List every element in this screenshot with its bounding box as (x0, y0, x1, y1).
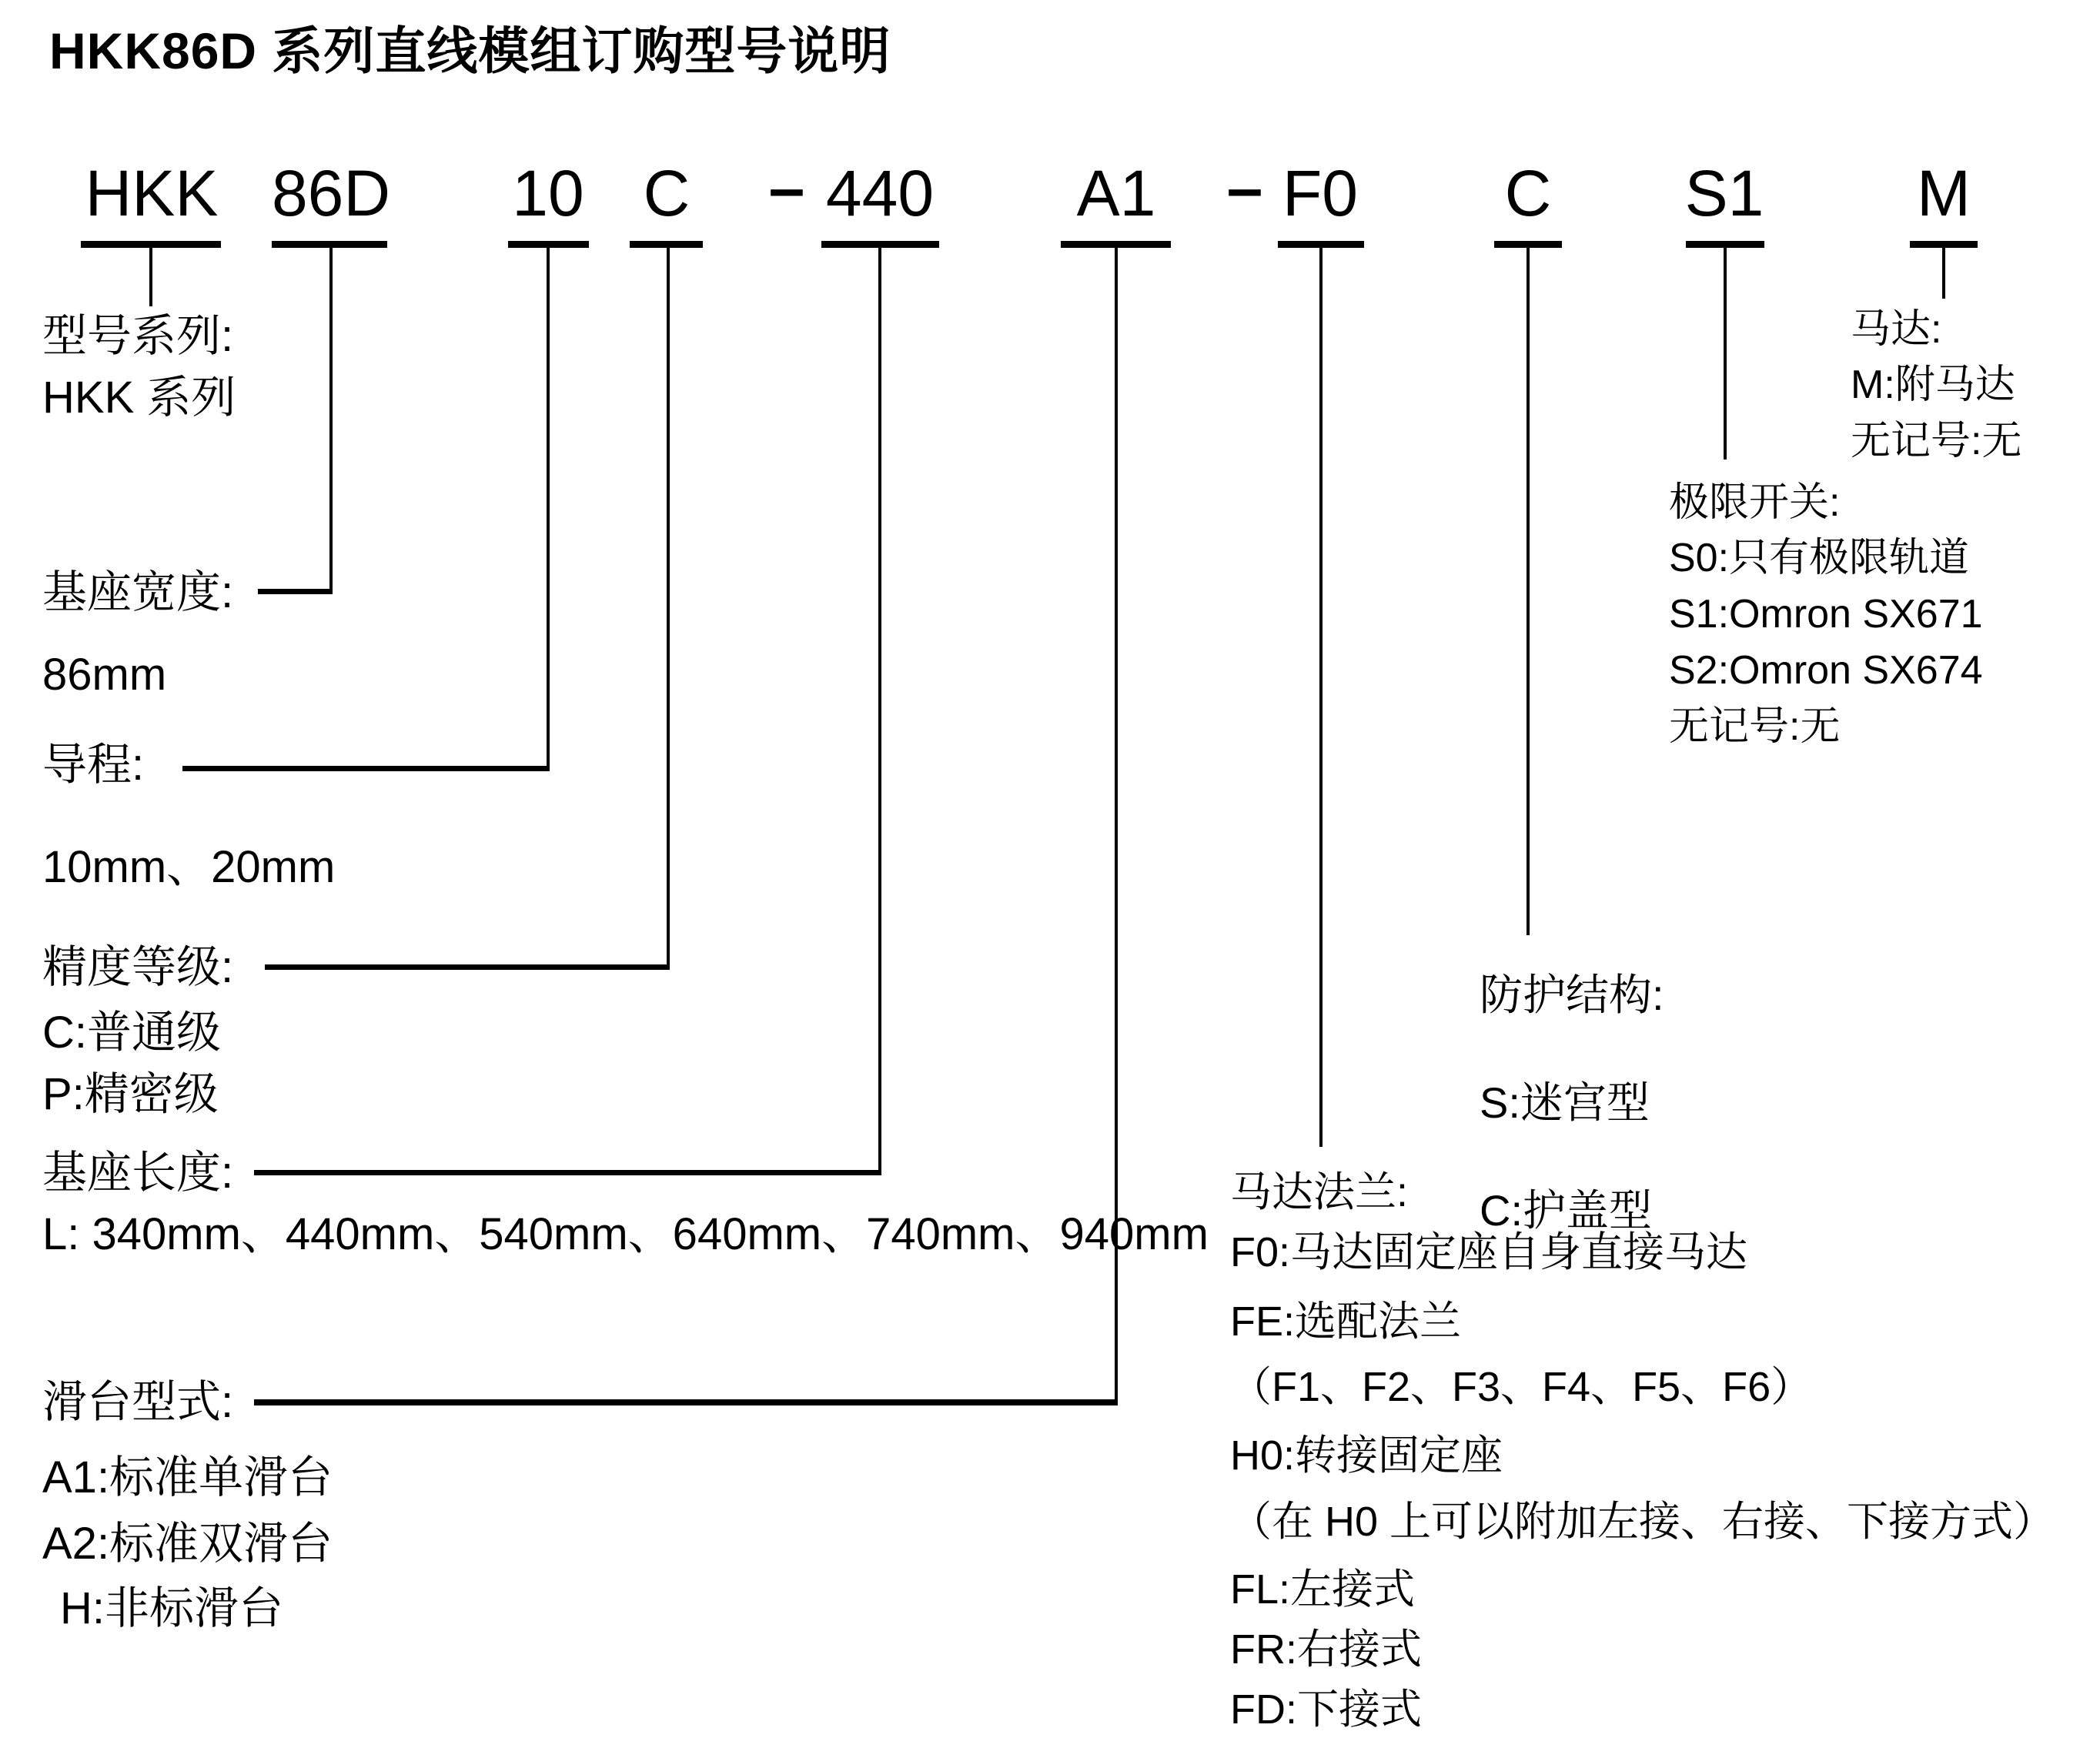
model-separator-1: – (768, 152, 805, 224)
limit-switch-line-none: 无记号:无 (1669, 704, 1841, 749)
model-part-flange: F0 (1282, 157, 1359, 229)
model-part-slide: A1 (1076, 157, 1156, 229)
slide-type-heading: 滑台型式: (42, 1377, 234, 1427)
connector-length-horizontal (254, 1170, 881, 1175)
base-width-heading: 基座宽度: (42, 567, 234, 617)
model-separator-2: – (1226, 152, 1263, 224)
motor-line-m: M:附马达 (1851, 363, 2015, 407)
page-title: HKK86D 系列直线模组订购型号说明 (49, 22, 891, 79)
limit-switch-line-s2: S2:Omron SX674 (1669, 648, 1983, 693)
underline-lead (508, 241, 589, 248)
connector-series-vertical (149, 248, 152, 306)
limit-switch-line-s1: S1:Omron SX671 (1669, 592, 1983, 637)
motor-flange-line-fl: FL:左接式 (1230, 1566, 1416, 1613)
motor-flange-line-fr: FR:右接式 (1230, 1626, 1422, 1673)
underline-length (821, 241, 939, 248)
protection-line-s: S:迷宫型 (1480, 1078, 1650, 1127)
motor-flange-line-fe: FE:选配法兰 (1230, 1298, 1462, 1345)
precision-line-p: P:精密级 (42, 1069, 219, 1119)
model-part-lead: 10 (512, 157, 584, 229)
base-width-line: 86mm (42, 650, 167, 700)
model-part-series: HKK (85, 157, 219, 229)
lead-line: 10mm、20mm (42, 842, 336, 892)
model-part-switch: S1 (1684, 157, 1764, 229)
motor-flange-line-f0: F0:马达固定座自身直接马达 (1230, 1229, 1748, 1275)
connector-precision-vertical (667, 248, 670, 970)
underline-series (81, 241, 221, 248)
connector-switch-vertical (1724, 248, 1727, 460)
model-part-precision: C (643, 157, 691, 229)
underline-flange (1278, 241, 1364, 248)
protection-line-c: C:护盖型 (1480, 1186, 1652, 1235)
model-part-protection: C (1504, 157, 1552, 229)
connector-slide-horizontal (254, 1399, 1118, 1405)
model-part-length: 440 (825, 157, 935, 229)
base-length-heading: 基座长度: (42, 1148, 234, 1198)
slide-type-line-a2: A2:标准双滑台 (42, 1519, 333, 1569)
motor-line-none: 无记号:无 (1851, 419, 2022, 463)
precision-heading: 精度等级: (42, 942, 234, 992)
motor-heading: 马达: (1851, 307, 1942, 352)
slide-type-line-a1: A1:标准单滑台 (42, 1452, 333, 1502)
underline-precision (630, 241, 703, 248)
model-part-motor: M (1917, 157, 1971, 229)
model-part-width: 86D (271, 157, 391, 229)
base-length-line: L: 340mm、440mm、540mm、640mm、740mm、940mm (42, 1209, 1209, 1259)
precision-line-c: C:普通级 (42, 1008, 222, 1058)
connector-width-horizontal (258, 589, 333, 594)
model-series-heading: 型号系列: (42, 311, 234, 361)
motor-flange-line-fd: FD:下接式 (1230, 1686, 1422, 1733)
protection-heading: 防护结构: (1480, 971, 1664, 1019)
underline-motor (1910, 241, 1978, 248)
slide-type-line-h: H:非标滑台 (60, 1583, 284, 1633)
connector-precision-horizontal (265, 964, 670, 970)
connector-width-vertical (329, 248, 333, 594)
model-series-line: HKK 系列 (42, 373, 236, 423)
underline-protection (1494, 241, 1562, 248)
motor-flange-line-h0: H0:转接固定座 (1230, 1432, 1503, 1479)
limit-switch-line-s0: S0:只有极限轨道 (1669, 536, 1970, 580)
lead-heading: 导程: (42, 740, 145, 790)
connector-protection-vertical (1527, 248, 1530, 935)
connector-lead-horizontal (182, 766, 550, 771)
underline-slide (1061, 241, 1171, 248)
connector-motor-vertical (1942, 248, 1945, 299)
underline-width (272, 241, 387, 248)
connector-lead-vertical (547, 248, 550, 771)
motor-flange-line-h0note: （在 H0 上可以附加左接、右接、下接方式） (1230, 1499, 2055, 1545)
motor-flange-line-f1f6: （F1、F2、F3、F4、F5、F6） (1230, 1364, 1813, 1410)
connector-flange-vertical (1319, 248, 1323, 1147)
underline-switch (1686, 241, 1764, 248)
connector-length-vertical (878, 248, 881, 1175)
limit-switch-heading: 极限开关: (1669, 480, 1841, 525)
motor-flange-heading: 马达法兰: (1230, 1169, 1409, 1215)
